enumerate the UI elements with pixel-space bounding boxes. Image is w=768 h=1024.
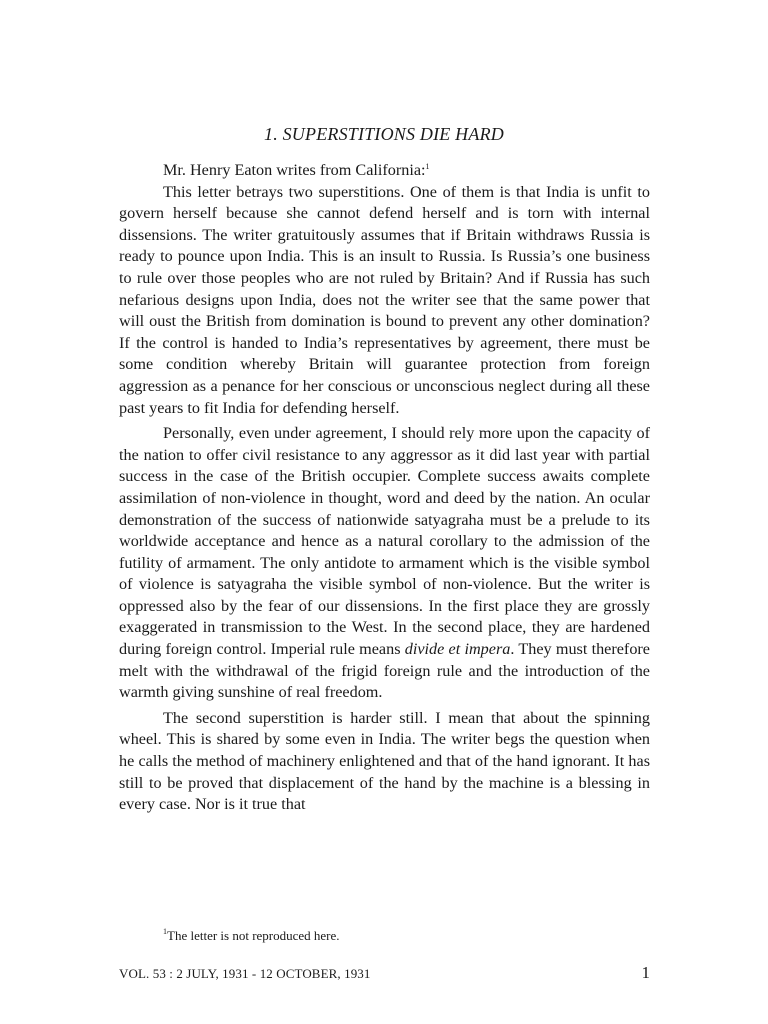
- latin-phrase: divide et impera: [404, 640, 511, 659]
- article-title: 1. SUPERSTITIONS DIE HARD: [264, 124, 504, 144]
- intro-text: Mr. Henry Eaton writes from California:: [163, 161, 426, 179]
- paragraph-4: The second superstition is harder still. I mean that about the spinning wheel. This is shared by some even in India. The writer begs the question when he calls the method of machinery enlightened and that of the hand ignorant. It has still to be proved that displacement of the hand by the machine is a blessing in every case. Nor is it true that: [119, 708, 650, 814]
- paragraph-3-part-1: Personally, even under agreement, I should rely more upon the capacity of the nation to offer civil resistance to any aggressor as it did last year with partial success in the case of the British occupier. Complete success awaits complete assimilation of non-violence in thought, word and deed by the nation. An ocular demonstration of the success of nationwide satyagraha must be a prelude to its worldwide acceptance and hence as a natural corollary to the admission of the futility of armament. The only antidote to armament which is the visible symbol of violence is satyagraha the visible symbol of non-violence. But the writer is oppressed also by the fear of our dissensions. In the first place they are grossly exaggerated in transmission to the West. In the second place, they are hardened during foreign control. Imperial rule means: [119, 424, 650, 659]
- paragraph-3: [119, 423, 650, 704]
- page-number: 1: [641, 963, 650, 982]
- paragraph-3-part-2: . They must therefore melt with the withdrawal of the frigid foreign rule and the introduction of the warmth giving sunshine of real freedom.: [119, 640, 650, 702]
- volume-footer: VOL. 53 : 2 JULY, 1931 - 12 OCTOBER, 1931: [119, 966, 371, 981]
- footnote-text: The letter is not reproduced here.: [167, 928, 340, 943]
- footnote-marker: 1: [163, 927, 167, 936]
- intro-paragraph: [119, 160, 650, 182]
- footnote-reference[interactable]: 1: [425, 162, 430, 171]
- footnote: [163, 928, 340, 944]
- paragraph-2: This letter betrays two superstitions. One of them is that India is unfit to govern herself because she cannot defend herself and is torn with internal dissensions. The writer gratuitously assumes that if Britain withdraws Russia is ready to pounce upon India. This is an insult to Russia. Is Russia’s one business to rule over those peoples who are not ruled by Britain? And if Russia has such nefarious designs upon India, does not the writer see that the same power that will oust the British from domination is bound to prevent any other domination? If the control is handed to India’s representatives by agreement, there must be some condition whereby Britain will guarantee protection from foreign aggression as a penance for her conscious or unconscious neglect during all these past years to fit India for defending herself.: [119, 182, 650, 417]
- article-body: [119, 160, 650, 820]
